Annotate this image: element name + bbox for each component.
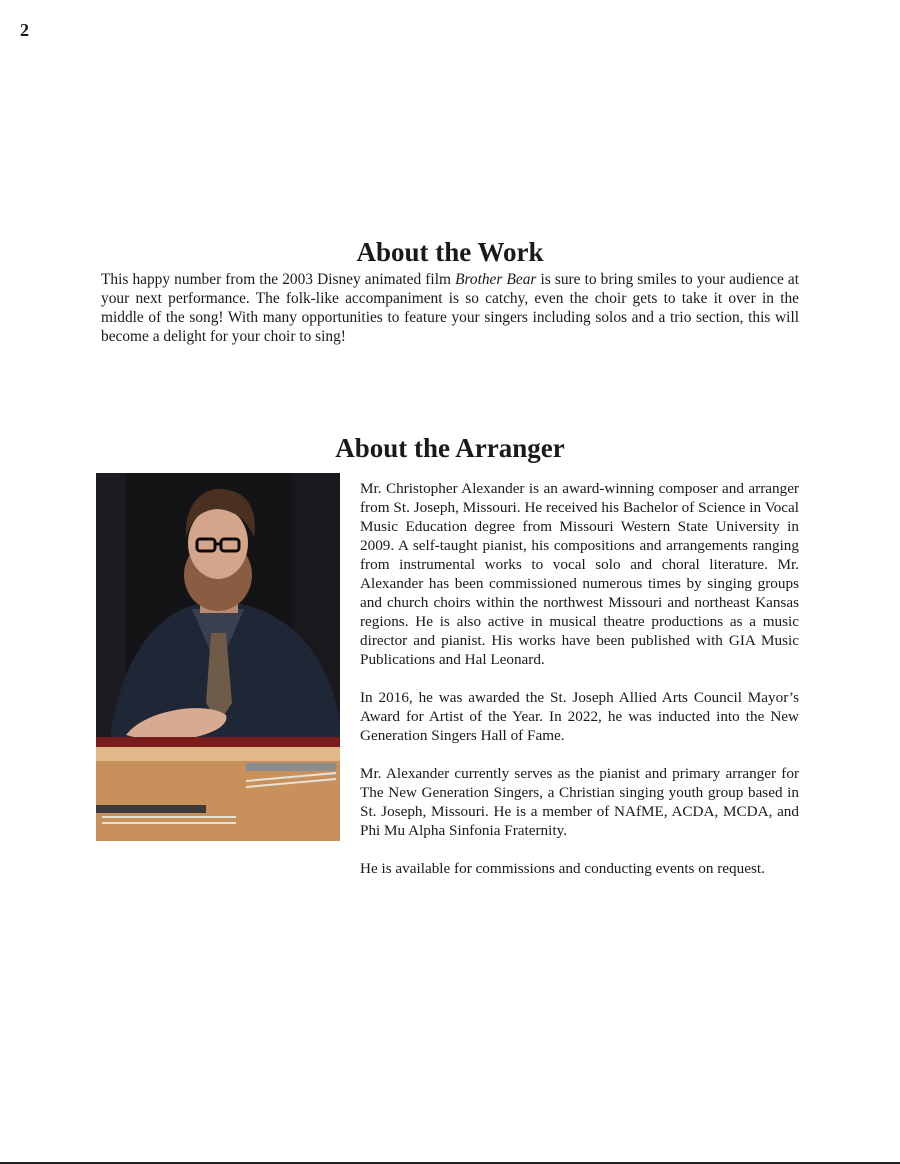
about-work-paragraph <box>101 270 799 346</box>
bio-paragraph: He is available for commissions and conducting events on request. <box>360 860 765 877</box>
work-text-before: This happy number from the 2003 Disney animated film <box>101 271 456 288</box>
arranger-bio <box>360 479 799 897</box>
work-text-after: is sure to bring smiles to your audience at your next performance. The folk-like accompaniment is so catchy, even the choir gets to take it over in the middle of the song! With many opportunities to feature your singers including solos and a trio section, this will become a delight for your choir to sing! <box>101 271 799 345</box>
bio-paragraph: In 2016, he was awarded the St. Joseph Allied Arts Council Mayor’s Award for Artist of the Year. In 2022, he was inducted into the New Generation Singers Hall of Fame. <box>360 689 799 744</box>
film-title: Brother Bear <box>455 271 537 288</box>
about-work-heading: About the Work <box>356 237 544 267</box>
about-arranger-heading: About the Arranger <box>335 433 565 463</box>
bio-paragraph: Mr. Alexander currently serves as the pianist and primary arranger for The New Generation Singers, a Christian singing youth group based in St. Joseph, Missouri. He is a member of NAfME, ACDA, MCDA, and Phi Mu Alpha Sinfonia Fraternity. <box>360 765 799 839</box>
bio-paragraph: Mr. Christopher Alexander is an award-winning composer and arranger from St. Joseph, Missouri. He received his Bachelor of Science in Vocal Music Education degree from Missouri Western State University in 2009. A self-taught pianist, his compositions and arrangements ranging from instrumental works to vocal solo and choral literature. Mr. Alexander has been commissioned numerous times by singing groups and church choirs within the northwest Missouri and northeast Kansas regions. He is also active in musical theatre productions as a music director and pianist. His works have been published with GIA Music Publications and Hal Leonard. <box>360 480 799 668</box>
page-number: 2 <box>20 20 29 40</box>
arranger-photo <box>96 473 340 841</box>
